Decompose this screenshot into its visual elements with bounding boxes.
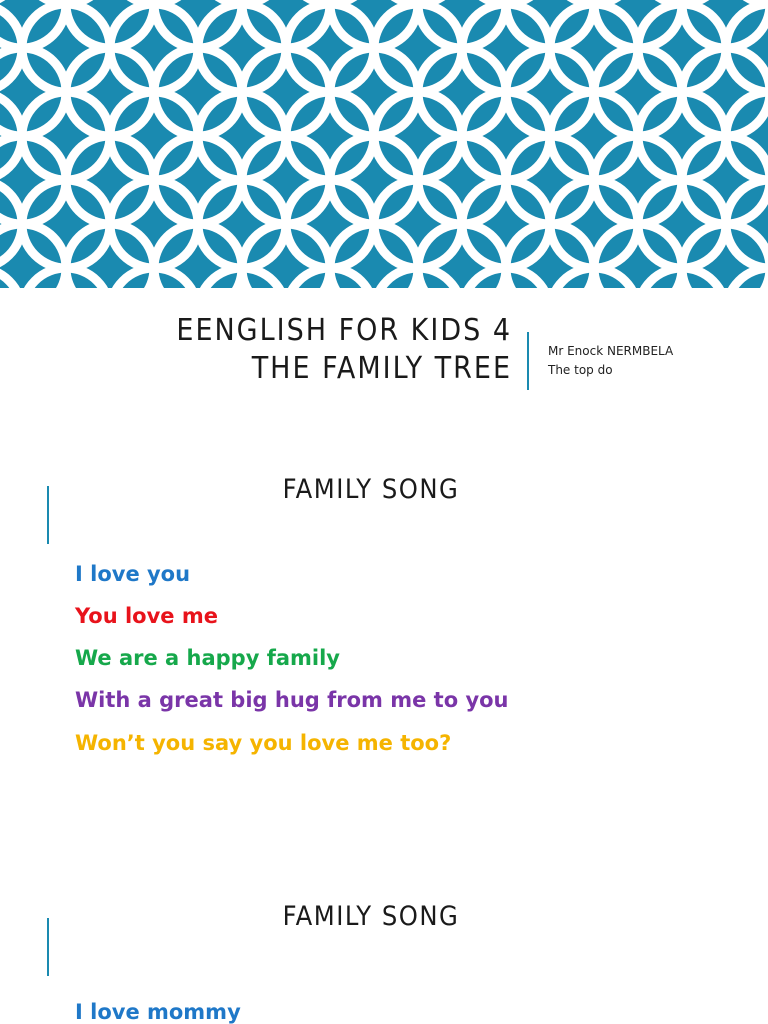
presentation-subtitle [548, 342, 673, 380]
author-name: Mr Enock NERMBELA [548, 344, 674, 358]
title-divider [527, 332, 529, 390]
title-banner-pattern [0, 0, 768, 288]
slide1-heading: FAMILY SONG [282, 474, 460, 505]
song-line: You love me [75, 604, 218, 628]
title-line-1: EENGLISH FOR KIDS 4 [176, 313, 512, 348]
tagline: The top do [548, 363, 613, 377]
song-line: We are a happy family [75, 646, 340, 670]
circle-lattice-pattern-icon [0, 0, 768, 288]
song-line: Won’t you say you love me too? [75, 731, 452, 755]
song-line: I love mommy [75, 1000, 241, 1024]
presentation-title [0, 312, 512, 388]
song-line: With a great big hug from me to you [75, 688, 509, 712]
title-line-2: THE FAMILY TREE [251, 351, 512, 386]
slide2-heading: FAMILY SONG [282, 901, 460, 932]
song-line: I love you [75, 562, 191, 586]
